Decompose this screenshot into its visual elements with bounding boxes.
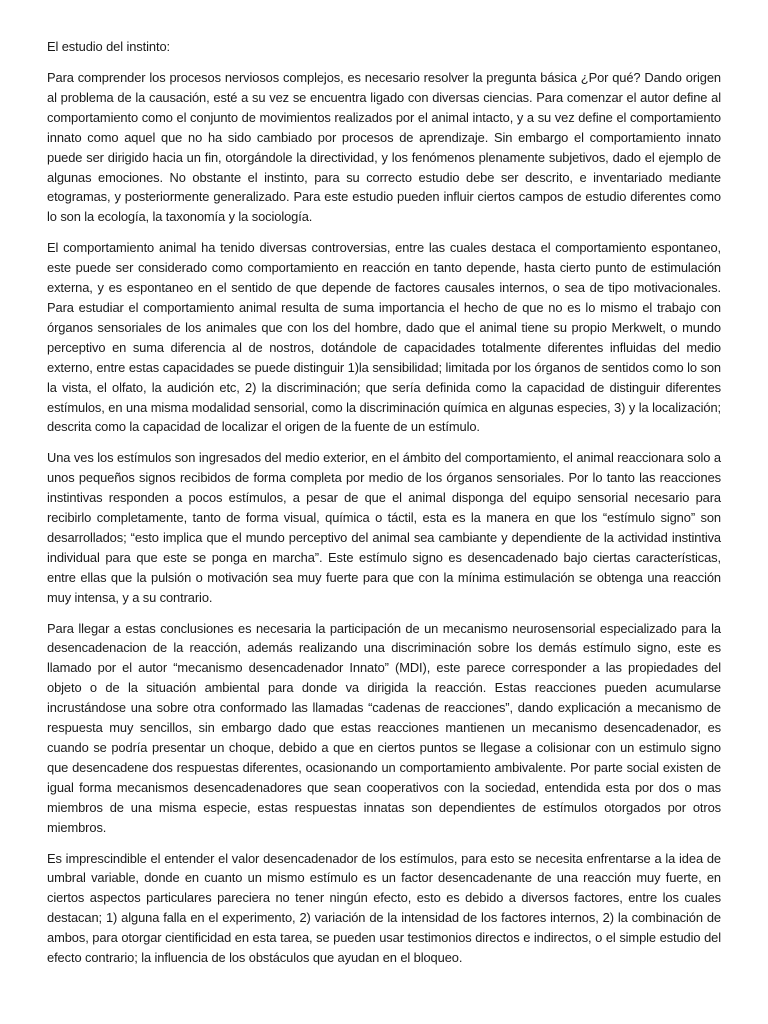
document-title: El estudio del instinto: — [47, 39, 171, 54]
paragraph: Una ves los estímulos son ingresados del medio exterior, en el ámbito del comportamiento, el animal reaccionara solo a unos pequeños signos recibidos de forma completa por medio de los órganos sensoriales. Por lo tanto las reacciones instintivas responden a pocos estímulos, a pesar de que el animal disponga del equipo sensorial necesario para recibirlo completamente, tanto de forma visual, química o táctil, esta es la manera en que los “estímulo signo” son desarrollados; “esto implica que el mundo perceptivo del animal sea cambiante y dependiente de la actividad instintiva individual para que este se ponga en marcha”. Este estímulo signo es desencadenado bajo ciertas características, entre ellas que la pulsión o motivación sea muy fuerte para que con la mínima estimulación se obtenga una reacción muy intensa, y a su contrario. — [47, 450, 721, 605]
paragraph: Para comprender los procesos nerviosos complejos, es necesario resolver la pregunta básica ¿Por qué? Dando origen al problema de la causación, esté a su vez se encuentra ligado con diversas ciencias. Para comenzar el autor define al comportamiento como el conjunto de movimientos realizados por el animal intacto, y a su vez define el comportamiento innato como aquel que no ha sido cambiado por procesos de aprendizaje. Sin embargo el comportamiento innato puede ser dirigido hacia un fin, otorgándole la directividad, y los fenómenos plenamente subjetivos, dado el ejemplo de algunas emociones. No obstante el instinto, para su correcto estudio debe ser descrito, e inventariado mediante etogramas, y posteriormente generalizado. Para este estudio pueden influir ciertos campos de estudio diferentes como lo son la ecología, la taxonomía y la sociología. — [47, 70, 721, 225]
paragraph: Para llegar a estas conclusiones es necesaria la participación de un mecanismo neurosensorial especializado para la desencadenacion de la reacción, además realizando una discriminación sobre los demás estímulo signo, este es llamado por el autor “mecanismo desencadenador Innato” (MDI), este parece corresponder a las propiedades del objeto o de la situación ambiental para donde va dirigida la reacción. Estas reacciones pueden acumularse incrustándose una sobre otra conformado las llamadas “cadenas de reacciones”, dando explicación a mecanismo de respuesta muy sencillos, sin embargo dado que estas reacciones mantienen un mecanismo desencadenador, es cuando se podría presentar un choque, debido a que en ciertos puntos se llegase a colisionar con un estimulo signo que desencadene dos respuestas diferentes, ocasionando un comportamiento ambivalente. Por parte social existen de igual forma mecanismos desencadenadores que sean cooperativos con la sociedad, entendida esta por dos o mas miembros de una misma especie, estas respuestas innatas son dependientes de estímulos otorgados por otros miembros. — [47, 620, 721, 835]
paragraph: El comportamiento animal ha tenido diversas controversias, entre las cuales destaca el comportamiento espontaneo, este puede ser considerado como comportamiento en reacción en tanto depende, hasta cierto punto de estimulación externa, y es espontaneo en el sentido de que depende de factores causales internos, o sea de tipo motivacionales. Para estudiar el comportamiento animal resulta de suma importancia el hecho de que no es lo mismo el trabajo con órganos sensoriales de los animales que con los del hombre, dado que el animal tiene su propio Merkwelt, o mundo perceptivo en suma diferencia al de nostros, dotándole de capacidades totalmente diferentes influidas del medio externo, entre estas capacidades se puede distinguir 1)la sensibilidad; limitada por los órganos de sentidos como lo son la vista, el olfato, la audición etc, 2) la discriminación; que sería definida como la capacidad de distinguir diferentes estímulos, en una misma modalidad sensorial, como la discriminación química en algunas especies, 3) y la localización; descrita como la capacidad de localizar el origen de la fuente de un estímulo. — [47, 240, 721, 435]
paragraph: Es imprescindible el entender el valor desencadenador de los estímulos, para esto se necesita enfrentarse a la idea de umbral variable, donde en cuanto un mismo estímulo es un factor desencadenante de una reacción muy fuerte, en ciertos aspectos particulares pareciera no tener ningún efecto, esto es debido a diversos factores, entre los cuales destacan; 1) alguna falla en el experimento, 2) variación de la intensidad de los factores internos, 2) la combinación de ambos, para otorgar cientificidad en esta tarea, se pueden usar testimonios directos e indirectos, o el simple estudio del efecto contrario; la influencia de los obstáculos que ayudan en el bloqueo. — [47, 850, 721, 966]
